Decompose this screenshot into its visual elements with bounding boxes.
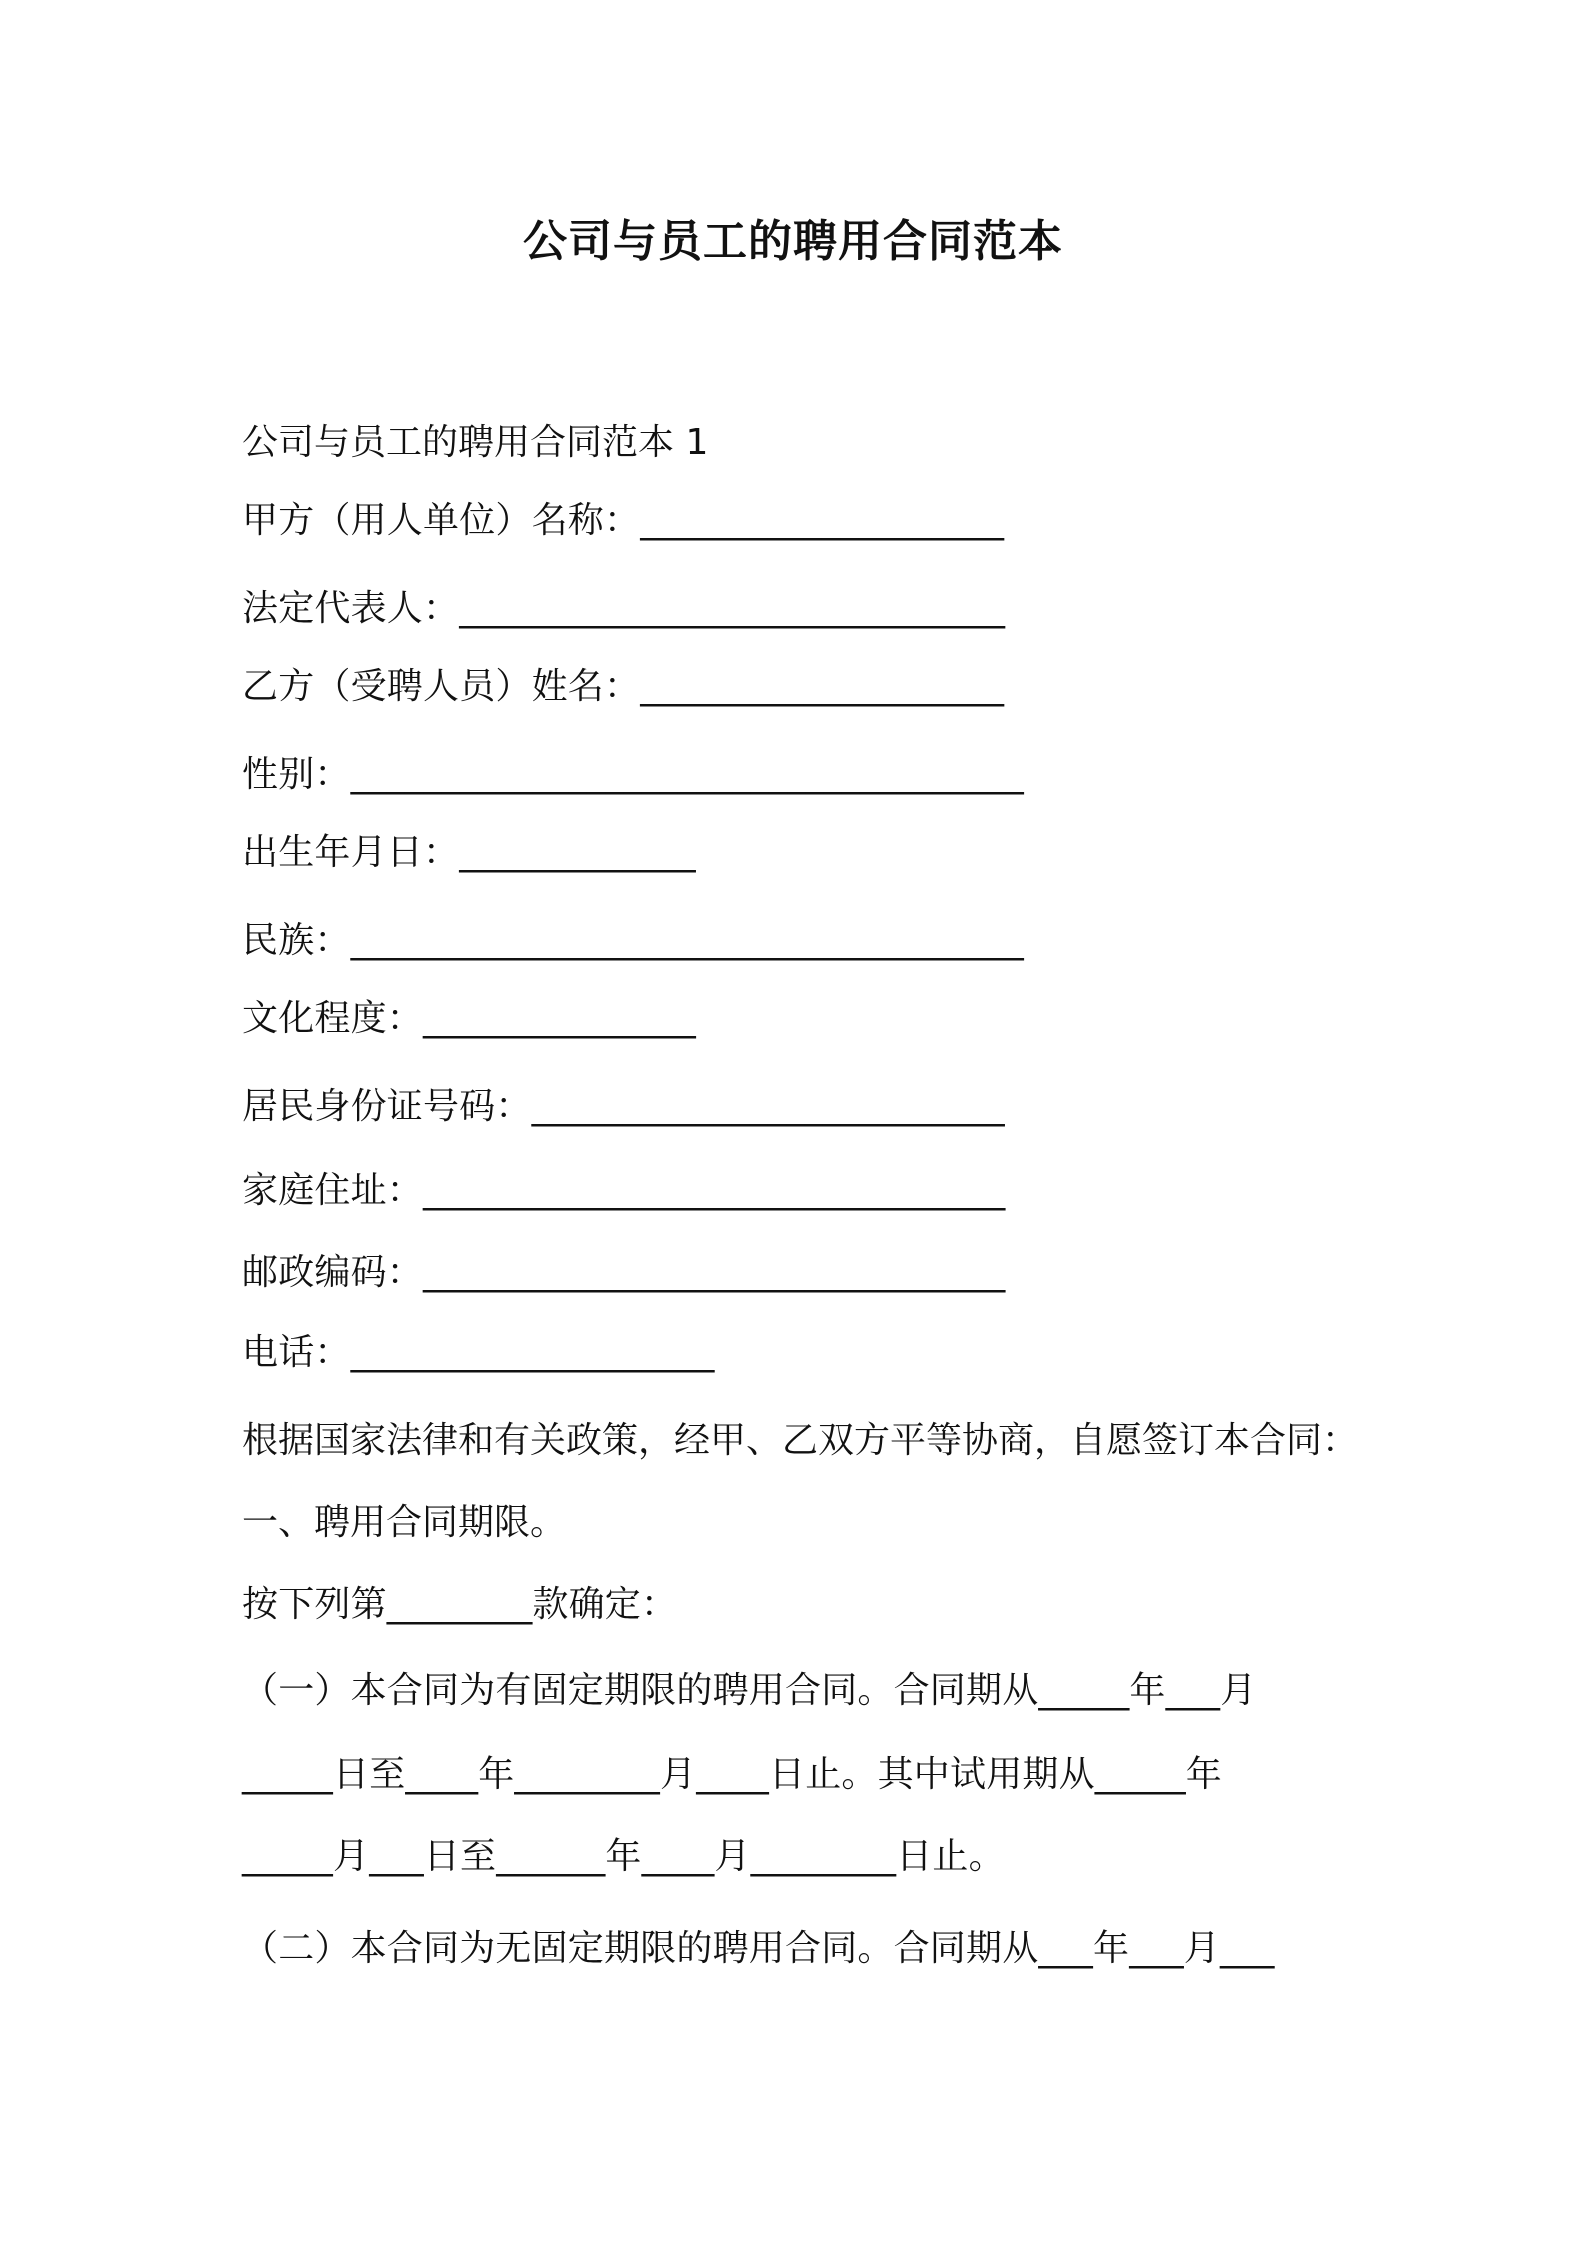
party-a-name-line: 甲方（用人单位）名称：____________________ xyxy=(242,500,1005,541)
home-address-line: 家庭住址：________________________________ xyxy=(242,1170,1006,1211)
section-heading: 公司与员工的聘用合同范本 1 xyxy=(242,422,709,463)
clause-heading-term: 一、聘用合同期限。 xyxy=(242,1502,567,1543)
id-number-line: 居民身份证号码：__________________________ xyxy=(242,1086,1005,1127)
birth-date-line: 出生年月日：_____________ xyxy=(242,832,696,873)
phone-line: 电话：____________________ xyxy=(242,1332,715,1373)
party-b-name-line: 乙方（受聘人员）姓名：____________________ xyxy=(242,666,1005,707)
fixed-term-line-2: _____日至____年________月____日止。其中试用期从_____年 xyxy=(242,1754,1223,1795)
document-title: 公司与员工的聘用合同范本 xyxy=(523,216,1063,267)
ethnicity-line: 民族：_____________________________________ xyxy=(242,920,1024,961)
education-line: 文化程度：_______________ xyxy=(242,998,696,1039)
fixed-term-line-1: （一）本合同为有固定期限的聘用合同。合同期从_____年___月 xyxy=(242,1670,1257,1711)
fixed-term-line-3: _____月___日至______年____月________日止。 xyxy=(242,1836,1005,1877)
postal-code-line: 邮政编码：________________________________ xyxy=(242,1252,1006,1293)
legal-representative-line: 法定代表人：______________________________ xyxy=(242,588,1006,629)
clause-selection-line: 按下列第________款确定： xyxy=(242,1584,678,1625)
preamble-paragraph: 根据国家法律和有关政策，经甲、乙双方平等协商，自愿签订本合同： xyxy=(242,1420,1359,1461)
gender-line: 性别：_____________________________________ xyxy=(242,754,1024,795)
open-ended-line-1: （二）本合同为无固定期限的聘用合同。合同期从___年___月___ xyxy=(242,1928,1275,1969)
